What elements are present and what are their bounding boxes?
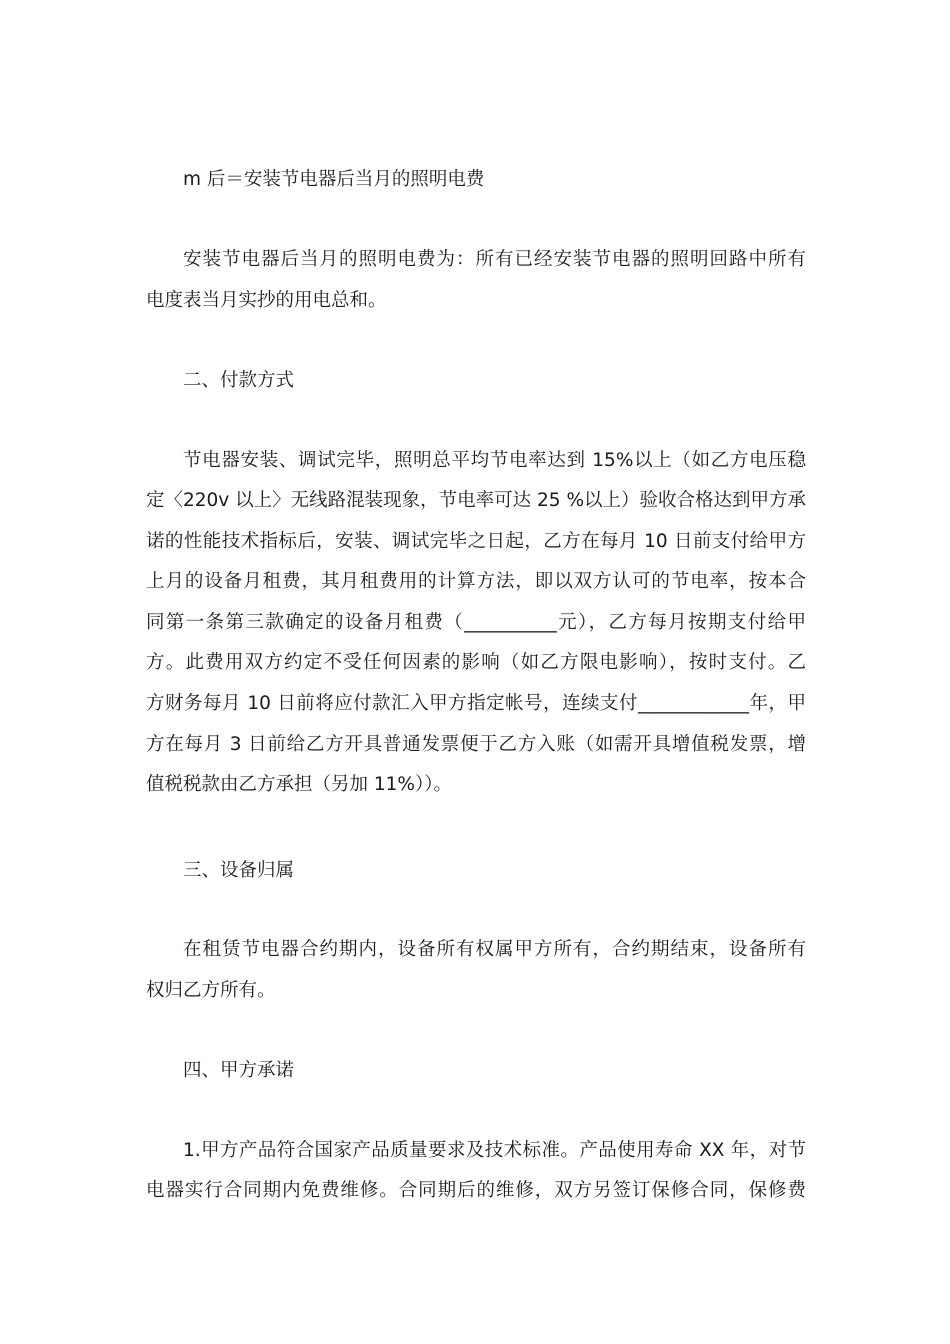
paragraph-line: 诺的性能技术指标后，安装、调试完毕之日起，乙方在每月 10 日前支付给甲方 [146,531,806,552]
paragraph-line: 节电器安装、调试完毕，照明总平均节电率达到 15%以上（如乙方电压稳 [183,450,806,471]
section-heading-ownership: 三、设备归属 [183,860,295,881]
paragraph-line: 方。此费用双方约定不受任何因素的影响（如乙方限电影响），按时支付。乙 [146,652,806,673]
paragraph-line: 电器实行合同期内免费维修。合同期后的维修，双方另签订保修合同，保修费 [146,1180,806,1201]
paragraph-line: 方在每月 3 日前给乙方开具普通发票便于乙方入账（如需开具增值税发票，增 [146,734,806,755]
paragraph-line: 权归乙方所有。 [146,980,276,1001]
paragraph-line: 值税税款由乙方承担（另加 11%））。 [146,774,453,795]
paragraph-line: 同第一条第三款确定的设备月租费（__________元），乙方每月按期支付给甲 [146,612,806,633]
paragraph-line: 定〈220v 以上〉无线路混装现象，节电率可达 25 %以上）验收合格达到甲方承 [146,490,807,511]
paragraph-line: 上月的设备月租费，其月租费用的计算方法，即以双方认可的节电率，按本合 [146,571,806,592]
paragraph-line: 电度表当月实抄的用电总和。 [146,290,387,311]
formula-line: m 后＝安装节电器后当月的照明电费 [183,169,485,190]
section-heading-commitment: 四、甲方承诺 [183,1060,295,1081]
paragraph-line: 方财务每月 10 日前将应付款汇入甲方指定帐号，连续支付____________年，甲 [146,693,806,714]
paragraph-line: 安装节电器后当月的照明电费为：所有已经安装节电器的照明回路中所有 [183,249,806,270]
section-heading-payment: 二、付款方式 [183,370,295,391]
paragraph-line: 在租赁节电器合约期内，设备所有权属甲方所有，合约期结束，设备所有 [183,939,806,960]
paragraph-line: 1.甲方产品符合国家产品质量要求及技术标准。产品使用寿命 XX 年，对节 [183,1140,806,1161]
